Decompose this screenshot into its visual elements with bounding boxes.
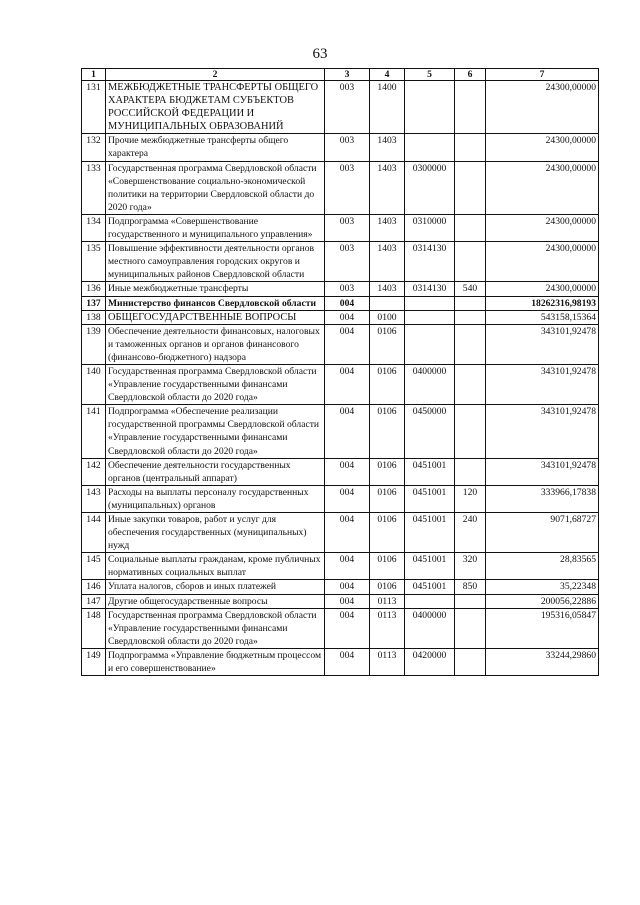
row-number: 146	[82, 580, 106, 594]
row-name: Прочие межбюджетные трансферты общего характера	[106, 134, 325, 161]
row-amount: 24300,00000	[486, 282, 599, 296]
row-col-6	[455, 134, 486, 161]
row-col-3: 004	[325, 310, 370, 324]
row-col-3: 004	[325, 364, 370, 404]
row-col-4: 1403	[370, 161, 405, 214]
row-name: МЕЖБЮДЖЕТНЫЕ ТРАНСФЕРТЫ ОБЩЕГО ХАРАКТЕРА БЮДЖЕТАМ СУБЪЕКТОВ РОССИЙСКОЙ ФЕДЕРАЦИИ И МУНИЦИПАЛЬНЫХ ОБРАЗОВАНИЙ	[106, 81, 325, 134]
row-col-5	[405, 134, 455, 161]
row-number: 132	[82, 134, 106, 161]
table-row	[82, 648, 599, 675]
row-name: Повышение эффективности деятельности органов местного самоуправления городских округов и муниципальных районов Свердловской области	[106, 242, 325, 282]
row-col-3: 003	[325, 134, 370, 161]
row-col-4: 1403	[370, 242, 405, 282]
row-col-3: 004	[325, 580, 370, 594]
row-amount: 343101,92478	[486, 458, 599, 485]
table-row	[82, 594, 599, 608]
row-col-4: 0106	[370, 324, 405, 364]
row-col-6	[455, 608, 486, 648]
row-col-4	[370, 296, 405, 310]
row-col-3: 004	[325, 648, 370, 675]
row-col-4: 1403	[370, 134, 405, 161]
row-col-6: 320	[455, 553, 486, 580]
row-col-4: 0106	[370, 580, 405, 594]
header-col-3: 3	[325, 69, 370, 81]
row-name: Иные закупки товаров, работ и услуг для обеспечения государственных (муниципальных) нужд	[106, 513, 325, 553]
row-col-3: 004	[325, 324, 370, 364]
row-name: Государственная программа Свердловской области «Управление государственными финансами Свердловской области до 2020 года»	[106, 364, 325, 404]
row-name: Иные межбюджетные трансферты	[106, 282, 325, 296]
table-row	[82, 513, 599, 553]
row-amount: 33244,29860	[486, 648, 599, 675]
row-amount: 28,83565	[486, 553, 599, 580]
row-name: Государственная программа Свердловской области «Совершенствование социально-экономической политики на территории Свердловской области до 2020 года»	[106, 161, 325, 214]
row-name: Обеспечение деятельности финансовых, налоговых и таможенных органов и органов финансового (финансово-бюджетного) надзора	[106, 324, 325, 364]
row-col-3: 004	[325, 594, 370, 608]
row-col-5: 0300000	[405, 161, 455, 214]
page-number: 63	[312, 46, 328, 62]
row-col-6: 850	[455, 580, 486, 594]
row-col-5: 0314130	[405, 242, 455, 282]
row-col-6	[455, 214, 486, 241]
row-number: 145	[82, 553, 106, 580]
row-name: Уплата налогов, сборов и иных платежей	[106, 580, 325, 594]
row-amount: 543158,15364	[486, 310, 599, 324]
row-amount: 18262316,98193	[486, 296, 599, 310]
row-amount: 9071,68727	[486, 513, 599, 553]
row-col-3: 004	[325, 485, 370, 512]
row-col-5	[405, 296, 455, 310]
header-col-6: 6	[455, 69, 486, 81]
row-col-6	[455, 296, 486, 310]
row-col-6	[455, 405, 486, 458]
row-amount: 333966,17838	[486, 485, 599, 512]
row-col-5: 0314130	[405, 282, 455, 296]
row-name: Подпрограмма «Совершенствование государственного и муниципального управления»	[106, 214, 325, 241]
row-number: 139	[82, 324, 106, 364]
row-number: 134	[82, 214, 106, 241]
table-header-row	[82, 69, 599, 81]
table-row	[82, 405, 599, 458]
row-number: 144	[82, 513, 106, 553]
row-name: Государственная программа Свердловской области «Управление государственными финансами Свердловской области до 2020 года»	[106, 608, 325, 648]
header-col-4: 4	[370, 69, 405, 81]
row-col-5	[405, 324, 455, 364]
row-col-6: 120	[455, 485, 486, 512]
row-col-3: 004	[325, 513, 370, 553]
row-amount: 343101,92478	[486, 405, 599, 458]
row-col-5: 0400000	[405, 608, 455, 648]
row-amount: 35,22348	[486, 580, 599, 594]
row-number: 143	[82, 485, 106, 512]
row-name: Социальные выплаты гражданам, кроме публичных нормативных социальных выплат	[106, 553, 325, 580]
row-col-6	[455, 648, 486, 675]
row-amount: 24300,00000	[486, 242, 599, 282]
table-row	[82, 134, 599, 161]
table-row	[82, 485, 599, 512]
row-col-5	[405, 81, 455, 134]
table-row	[82, 364, 599, 404]
row-col-5: 0451001	[405, 485, 455, 512]
row-name: Другие общегосударственные вопросы	[106, 594, 325, 608]
row-number: 136	[82, 282, 106, 296]
row-col-6	[455, 242, 486, 282]
row-col-4: 0106	[370, 513, 405, 553]
row-col-4: 1403	[370, 282, 405, 296]
row-amount: 24300,00000	[486, 161, 599, 214]
row-col-6: 540	[455, 282, 486, 296]
row-col-4: 0106	[370, 553, 405, 580]
row-col-3: 003	[325, 161, 370, 214]
row-name: Подпрограмма «Управление бюджетным процессом и его совершенствование»	[106, 648, 325, 675]
table-row	[82, 310, 599, 324]
row-col-6	[455, 594, 486, 608]
row-col-5: 0451001	[405, 513, 455, 553]
row-amount: 24300,00000	[486, 214, 599, 241]
row-col-3: 003	[325, 242, 370, 282]
row-col-5: 0451001	[405, 553, 455, 580]
row-col-5	[405, 310, 455, 324]
row-number: 135	[82, 242, 106, 282]
row-col-3: 003	[325, 214, 370, 241]
row-number: 149	[82, 648, 106, 675]
row-col-6	[455, 81, 486, 134]
row-name: ОБЩЕГОСУДАРСТВЕННЫЕ ВОПРОСЫ	[106, 310, 325, 324]
table-row	[82, 214, 599, 241]
row-number: 142	[82, 458, 106, 485]
row-number: 147	[82, 594, 106, 608]
row-col-5: 0400000	[405, 364, 455, 404]
row-col-5: 0451001	[405, 580, 455, 594]
row-col-3: 004	[325, 458, 370, 485]
row-amount: 24300,00000	[486, 134, 599, 161]
row-name: Расходы на выплаты персоналу государственных (муниципальных) органов	[106, 485, 325, 512]
row-col-5: 0420000	[405, 648, 455, 675]
row-col-3: 004	[325, 296, 370, 310]
row-number: 133	[82, 161, 106, 214]
row-col-4: 0113	[370, 648, 405, 675]
row-col-6	[455, 458, 486, 485]
row-number: 140	[82, 364, 106, 404]
row-col-6	[455, 324, 486, 364]
row-col-4: 0106	[370, 485, 405, 512]
row-col-3: 004	[325, 405, 370, 458]
row-amount: 200056,22886	[486, 594, 599, 608]
row-col-5	[405, 594, 455, 608]
row-col-4: 1400	[370, 81, 405, 134]
row-name: Министерство финансов Свердловской области	[106, 296, 325, 310]
table-row	[82, 242, 599, 282]
row-col-4: 0106	[370, 458, 405, 485]
table-row	[82, 553, 599, 580]
header-col-1: 1	[82, 69, 106, 81]
row-col-4: 0106	[370, 405, 405, 458]
row-col-4: 1403	[370, 214, 405, 241]
table-row	[82, 161, 599, 214]
table-row	[82, 81, 599, 134]
row-amount: 195316,05847	[486, 608, 599, 648]
header-col-5: 5	[405, 69, 455, 81]
row-col-5: 0450000	[405, 405, 455, 458]
table-row	[82, 324, 599, 364]
row-amount: 24300,00000	[486, 81, 599, 134]
row-amount: 343101,92478	[486, 324, 599, 364]
row-col-4: 0113	[370, 608, 405, 648]
row-name: Подпрограмма «Обеспечение реализации государственной программы Свердловской области «Управление государственными финансами Свердловской области до 2020 года»	[106, 405, 325, 458]
row-col-6	[455, 161, 486, 214]
row-col-3: 004	[325, 553, 370, 580]
header-col-7: 7	[486, 69, 599, 81]
row-col-3: 004	[325, 608, 370, 648]
row-number: 148	[82, 608, 106, 648]
row-number: 141	[82, 405, 106, 458]
header-col-2: 2	[106, 69, 325, 81]
row-number: 138	[82, 310, 106, 324]
row-col-4: 0100	[370, 310, 405, 324]
budget-table	[81, 68, 599, 676]
table-row	[82, 282, 599, 296]
row-col-6: 240	[455, 513, 486, 553]
table-row	[82, 608, 599, 648]
row-col-3: 003	[325, 81, 370, 134]
row-col-3: 003	[325, 282, 370, 296]
row-col-5: 0451001	[405, 458, 455, 485]
row-col-4: 0106	[370, 364, 405, 404]
table-row	[82, 458, 599, 485]
row-col-5: 0310000	[405, 214, 455, 241]
row-col-6	[455, 364, 486, 404]
table-row	[82, 580, 599, 594]
row-col-6	[455, 310, 486, 324]
row-number: 131	[82, 81, 106, 134]
row-number: 137	[82, 296, 106, 310]
table-row	[82, 296, 599, 310]
table-body	[82, 81, 599, 676]
row-col-4: 0113	[370, 594, 405, 608]
row-name: Обеспечение деятельности государственных органов (центральный аппарат)	[106, 458, 325, 485]
row-amount: 343101,92478	[486, 364, 599, 404]
